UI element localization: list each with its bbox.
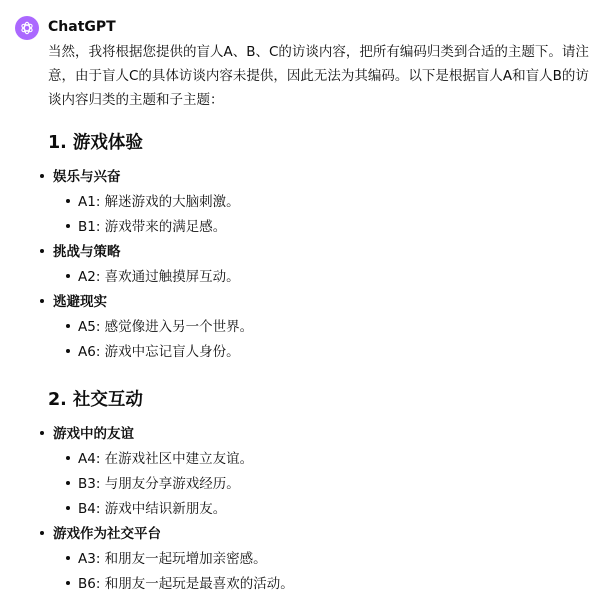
- bullet-icon: [40, 174, 44, 178]
- code-item: [53, 265, 600, 290]
- code-item: [53, 447, 600, 472]
- theme-item: [48, 165, 600, 240]
- code-text: A4: 在游戏社区中建立友谊。: [78, 451, 254, 467]
- code-text: A5: 感觉像进入另一个世界。: [78, 319, 254, 335]
- theme-label: 游戏作为社交平台: [53, 526, 161, 542]
- code-list: [53, 547, 600, 597]
- code-item: [53, 190, 600, 215]
- code-item: [53, 472, 600, 497]
- code-text: B6: 和朋友一起玩是最喜欢的活动。: [78, 576, 294, 592]
- theme-item: [48, 290, 600, 365]
- code-item: [53, 315, 600, 340]
- theme-item: [48, 422, 600, 522]
- intro-paragraph: 当然，我将根据您提供的盲人A、B、C的访谈内容，把所有编码归类到合适的主题下。请注意，由于盲人C的具体访谈内容未提供，因此无法为其编码。以下是根据盲人A和盲人B的访谈内容归类的主题和子主题：: [48, 44, 589, 108]
- bullet-icon: [66, 274, 70, 278]
- theme-label: 挑战与策略: [53, 244, 121, 260]
- code-text: B4: 游戏中结识新朋友。: [78, 501, 227, 517]
- bullet-icon: [66, 556, 70, 560]
- bullet-icon: [40, 431, 44, 435]
- theme-item: [48, 240, 600, 290]
- bullet-icon: [66, 581, 70, 585]
- chatgpt-avatar: [15, 16, 39, 40]
- code-item: [53, 572, 600, 597]
- code-list: [53, 447, 600, 522]
- theme-item: [48, 522, 600, 597]
- code-text: A3: 和朋友一起玩增加亲密感。: [78, 551, 267, 567]
- bullet-icon: [40, 299, 44, 303]
- code-text: B3: 与朋友分享游戏经历。: [78, 476, 240, 492]
- code-text: A6: 游戏中忘记盲人身份。: [78, 344, 240, 360]
- bullet-icon: [40, 249, 44, 253]
- code-list: [53, 190, 600, 240]
- bullet-icon: [40, 531, 44, 535]
- openai-logo-icon: [19, 20, 35, 36]
- code-list: [53, 315, 600, 365]
- code-item: [53, 340, 600, 365]
- bullet-icon: [66, 506, 70, 510]
- theme-label: 娱乐与兴奋: [53, 169, 121, 185]
- message-author: ChatGPT: [48, 19, 116, 35]
- theme-list: [48, 165, 600, 365]
- code-item: [53, 215, 600, 240]
- theme-label: 游戏中的友谊: [53, 426, 134, 442]
- section-title: 2. 社交互动: [48, 390, 143, 410]
- theme-list: [48, 422, 600, 597]
- code-text: B1: 游戏带来的满足感。: [78, 219, 227, 235]
- theme-label: 逃避现实: [53, 294, 107, 310]
- bullet-icon: [66, 324, 70, 328]
- bullet-icon: [66, 456, 70, 460]
- bullet-icon: [66, 199, 70, 203]
- message-content: [48, 40, 600, 597]
- code-text: A2: 喜欢通过触摸屏互动。: [78, 269, 240, 285]
- bullet-icon: [66, 349, 70, 353]
- section-title: 1. 游戏体验: [48, 133, 143, 153]
- bullet-icon: [66, 481, 70, 485]
- bullet-icon: [66, 224, 70, 228]
- code-item: [53, 497, 600, 522]
- code-item: [53, 547, 600, 572]
- code-text: A1: 解迷游戏的大脑刺激。: [78, 194, 240, 210]
- code-list: [53, 265, 600, 290]
